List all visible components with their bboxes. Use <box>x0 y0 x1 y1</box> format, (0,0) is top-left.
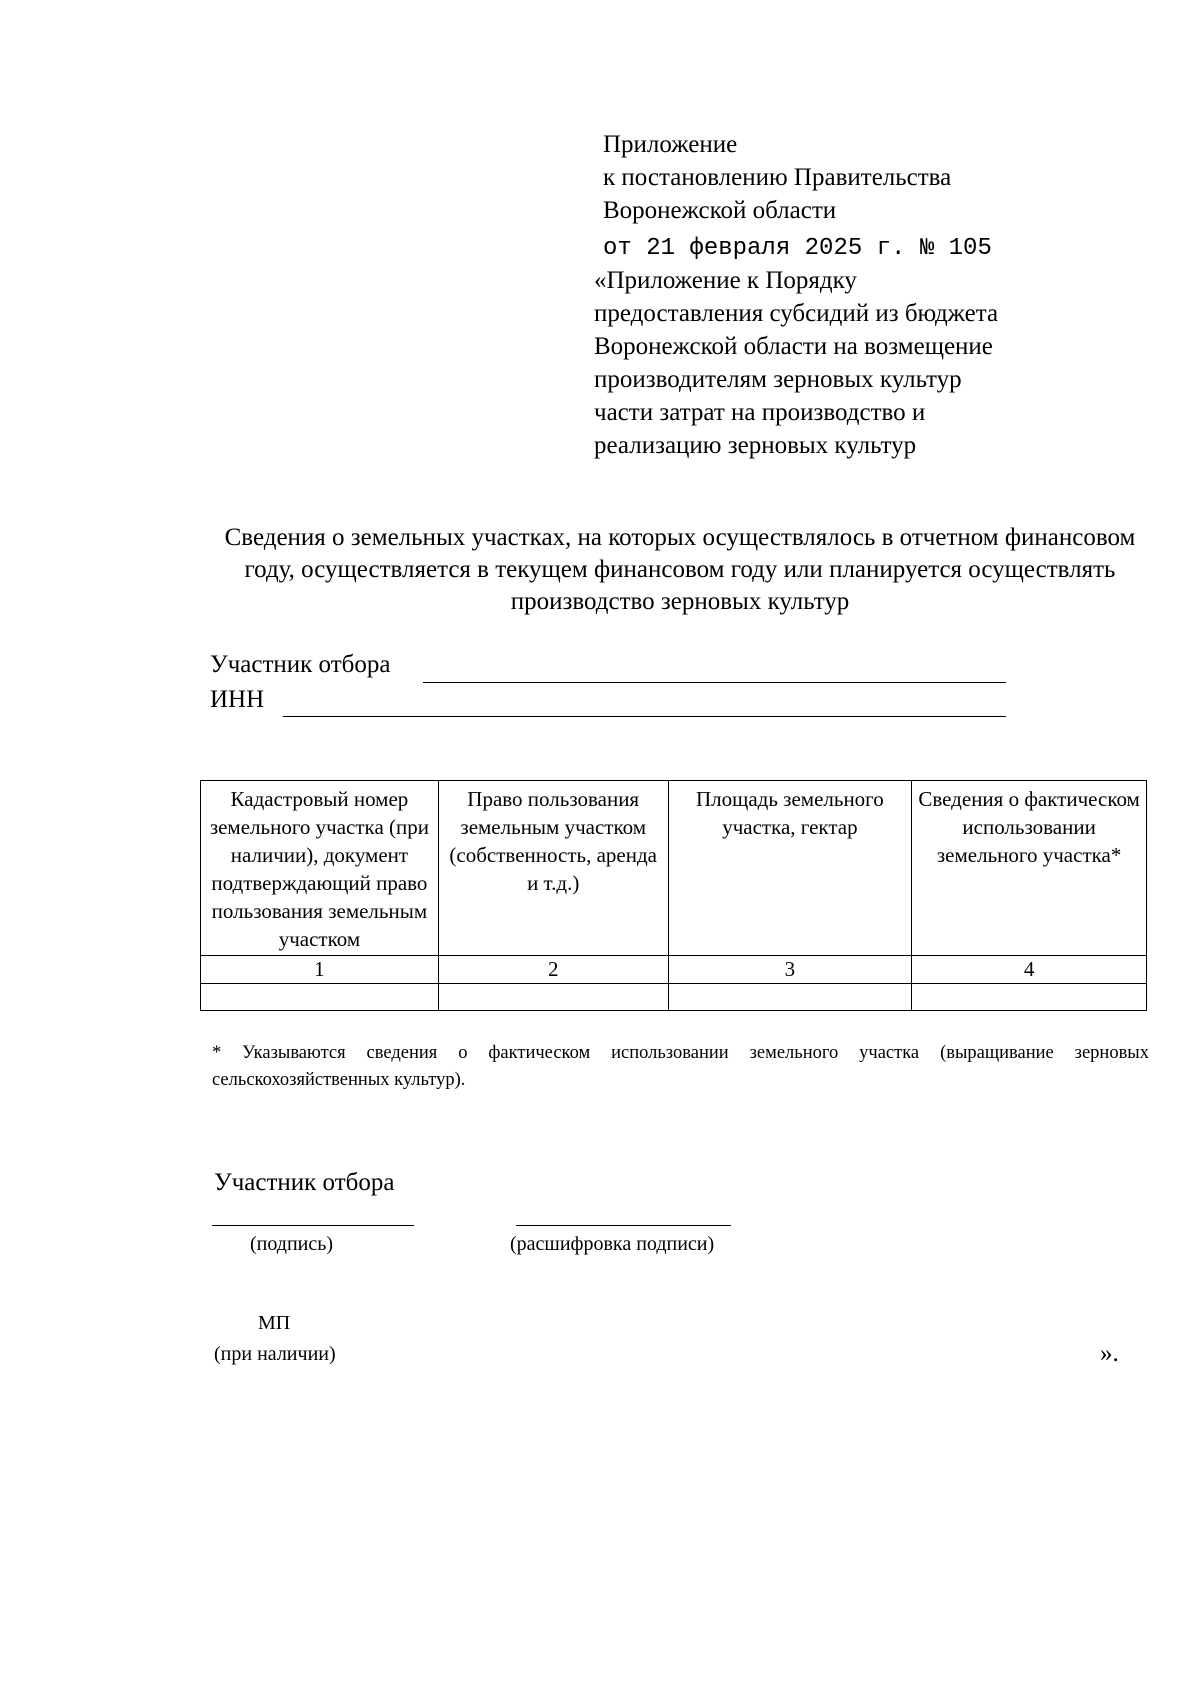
appendix-label: Приложение <box>603 131 738 158</box>
signature-decode-caption: (расшифровка подписи) <box>510 1233 715 1255</box>
table-cell[interactable] <box>668 984 912 1011</box>
resolution-ref: к постановлению Правительства <box>603 164 952 191</box>
table-row <box>201 984 1147 1011</box>
land-plots-table <box>200 780 1147 1011</box>
col-number: 4 <box>912 956 1147 984</box>
table-number-row <box>201 956 1147 984</box>
closing-quote: ». <box>1100 1340 1119 1367</box>
order-appendix-line-2: предоставления субсидий из бюджета <box>594 300 999 327</box>
order-appendix-line-5: части затрат на производство и <box>594 399 926 426</box>
inn-label: ИНН <box>210 686 265 713</box>
order-appendix-line-6: реализацию зерновых культур <box>594 432 917 459</box>
signature-participant-label: Участник отбора <box>214 1169 395 1196</box>
order-appendix-line-3: Воронежской области на возмещение <box>594 333 993 360</box>
document-title: Сведения о земельных участках, на которых осуществлялось в отчетном финансовом году, осуществляется в текущем финансовом году или планируется осуществлять производство зерновых культур <box>224 524 1136 615</box>
resolution-date-number: от 21 февраля 2025 г. № 105 <box>603 235 992 262</box>
order-appendix-line-4: производителям зерновых культур <box>594 366 962 393</box>
seal-label: МП <box>258 1312 291 1334</box>
col-header-area: Площадь земельного участка, гектар <box>668 781 912 956</box>
col-header-actual-use: Сведения о фактическом использовании земельного участка* <box>912 781 1147 956</box>
table-cell[interactable] <box>201 984 439 1011</box>
table-header-row <box>201 781 1147 956</box>
seal-note: (при наличии) <box>214 1343 336 1365</box>
col-number: 3 <box>668 956 912 984</box>
col-header-usage-right: Право пользования земельным участком (собственность, аренда и т.д.) <box>438 781 668 956</box>
region-name: Воронежской области <box>603 197 837 224</box>
table-cell[interactable] <box>438 984 668 1011</box>
participant-label: Участник отбора <box>210 651 391 678</box>
signature-decode-line[interactable] <box>516 1225 731 1226</box>
signature-line[interactable] <box>212 1225 414 1226</box>
col-number: 1 <box>201 956 439 984</box>
footnote: * Указываются сведения о фактическом использовании земельного участка (выращивание зерновых сельскохозяйственных культур). <box>212 1043 1149 1090</box>
participant-field[interactable] <box>423 656 1006 683</box>
signature-caption: (подпись) <box>250 1233 334 1255</box>
col-header-cadastral: Кадастровый номер земельного участка (при наличии), документ подтверждающий право пользования земельным участком <box>201 781 439 956</box>
col-number: 2 <box>438 956 668 984</box>
inn-field[interactable] <box>283 690 1006 717</box>
table-cell[interactable] <box>912 984 1147 1011</box>
order-appendix-line-1: «Приложение к Порядку <box>594 267 857 294</box>
